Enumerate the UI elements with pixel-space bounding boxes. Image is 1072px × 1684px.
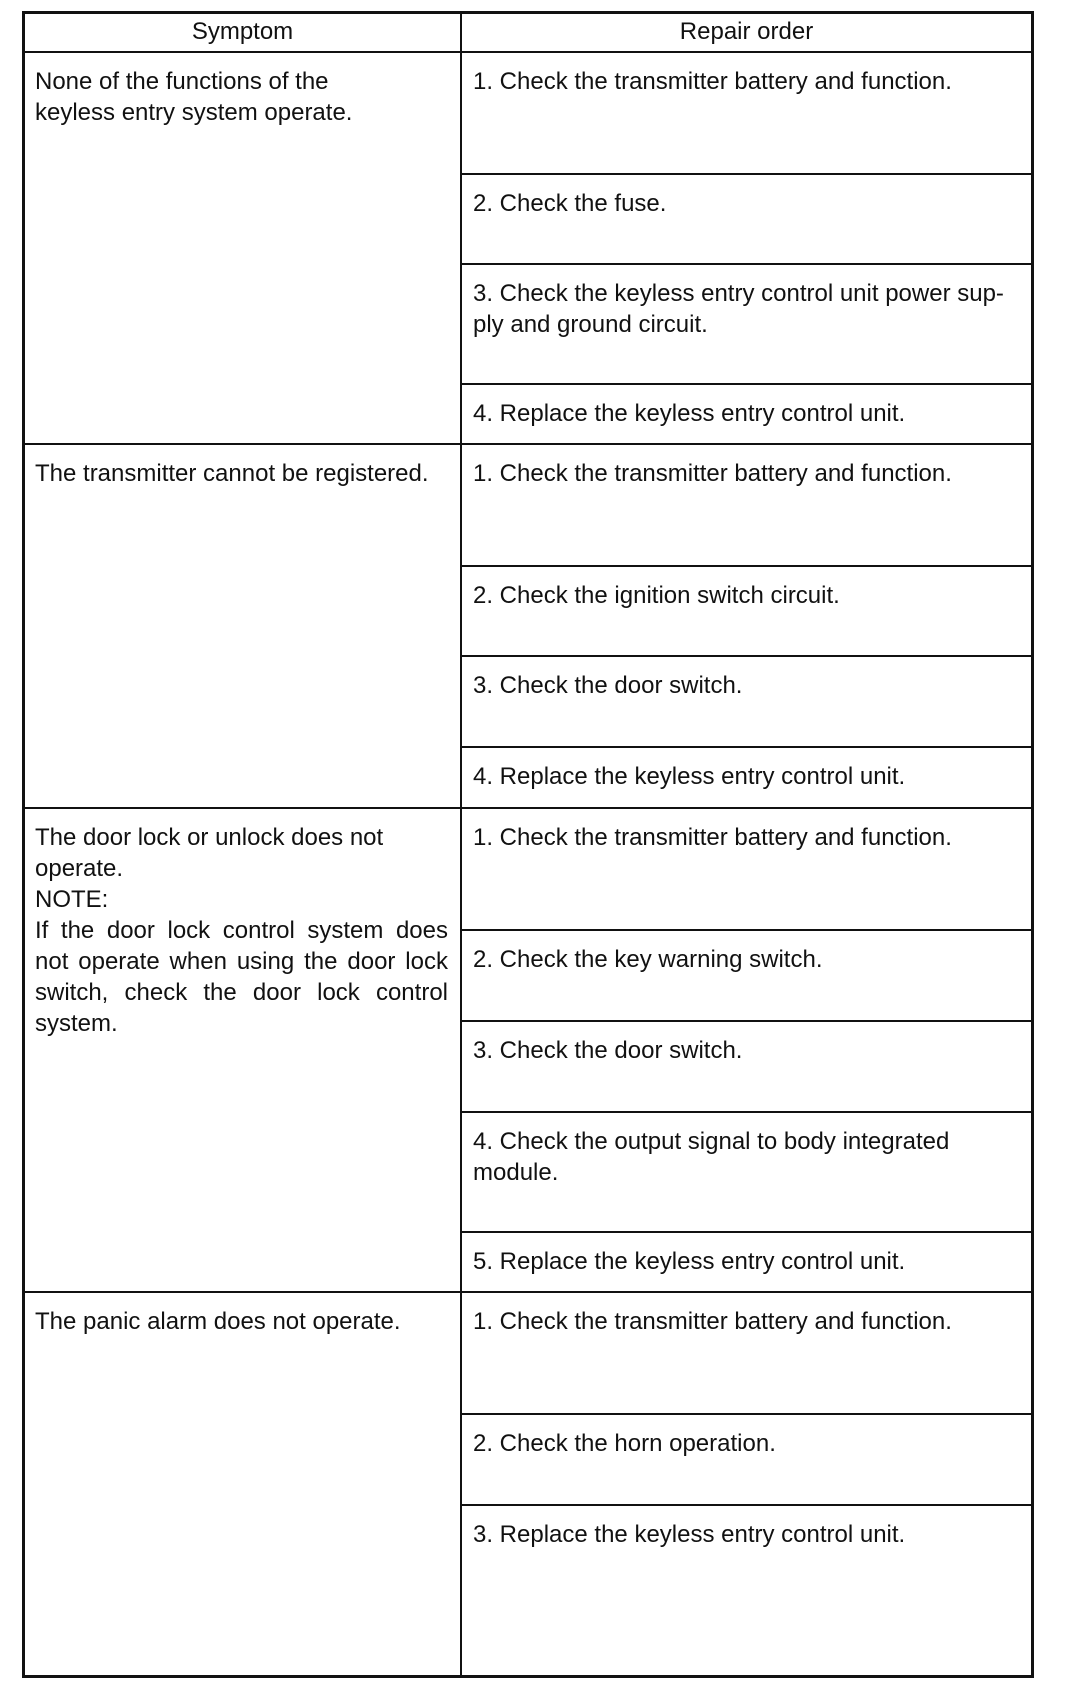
repair-step: 1. Check the transmitter battery and function. — [473, 68, 952, 95]
header-repair-order: Repair order — [679, 18, 814, 45]
table-row — [25, 443, 1031, 807]
repair-step-line: 3. Check the keyless entry control unit power sup- — [473, 280, 1004, 307]
symptom-cell — [25, 809, 462, 1291]
repair-table — [22, 11, 1034, 1678]
header-symptom: Symptom — [25, 14, 462, 51]
symptom-text: The door lock or unlock does not operate. — [35, 824, 384, 882]
repair-step: 3. Replace the keyless entry control unit. — [462, 1504, 1031, 1677]
repair-step — [462, 1111, 1031, 1231]
symptom-text: The panic alarm does not operate. — [35, 1308, 401, 1335]
symptom-text: None of the functions of the keyless entry system operate. — [35, 68, 353, 126]
symptom-text: The transmitter cannot be registered. — [35, 460, 429, 487]
note-label: NOTE: — [35, 886, 109, 913]
repair-step-text: 4. Check the output signal to body integrated module. — [473, 1128, 950, 1186]
repair-step: 1. Check the transmitter battery and function. — [473, 824, 952, 851]
repair-step: 5. Replace the keyless entry control unit. — [462, 1231, 1031, 1291]
repair-step: 3. Check the door switch. — [462, 655, 1031, 746]
symptom-cell — [25, 53, 462, 443]
note-text: If the door lock control system does not operate when using the door lock switch, check the door lock control system. — [35, 917, 448, 1037]
repair-step: 2. Check the horn operation. — [462, 1413, 1031, 1504]
repair-step: 4. Replace the keyless entry control unit. — [462, 746, 1031, 807]
table-row — [25, 53, 1031, 443]
repair-step: 4. Replace the keyless entry control unit. — [462, 383, 1031, 443]
repair-step: 3. Check the door switch. — [462, 1020, 1031, 1111]
repair-step: 2. Check the key warning switch. — [462, 929, 1031, 1020]
repair-step: 1. Check the transmitter battery and function. — [473, 1308, 952, 1335]
symptom-cell — [25, 1293, 462, 1675]
repair-step: 2. Check the ignition switch circuit. — [462, 565, 1031, 655]
repair-step-line: ply and ground circuit. — [473, 311, 708, 338]
repair-step: 2. Check the fuse. — [462, 173, 1031, 263]
repair-step — [462, 263, 1031, 383]
table-row — [25, 1291, 1031, 1675]
repair-step: 1. Check the transmitter battery and function. — [473, 460, 952, 487]
symptom-cell — [25, 445, 462, 807]
table-row — [25, 807, 1031, 1291]
